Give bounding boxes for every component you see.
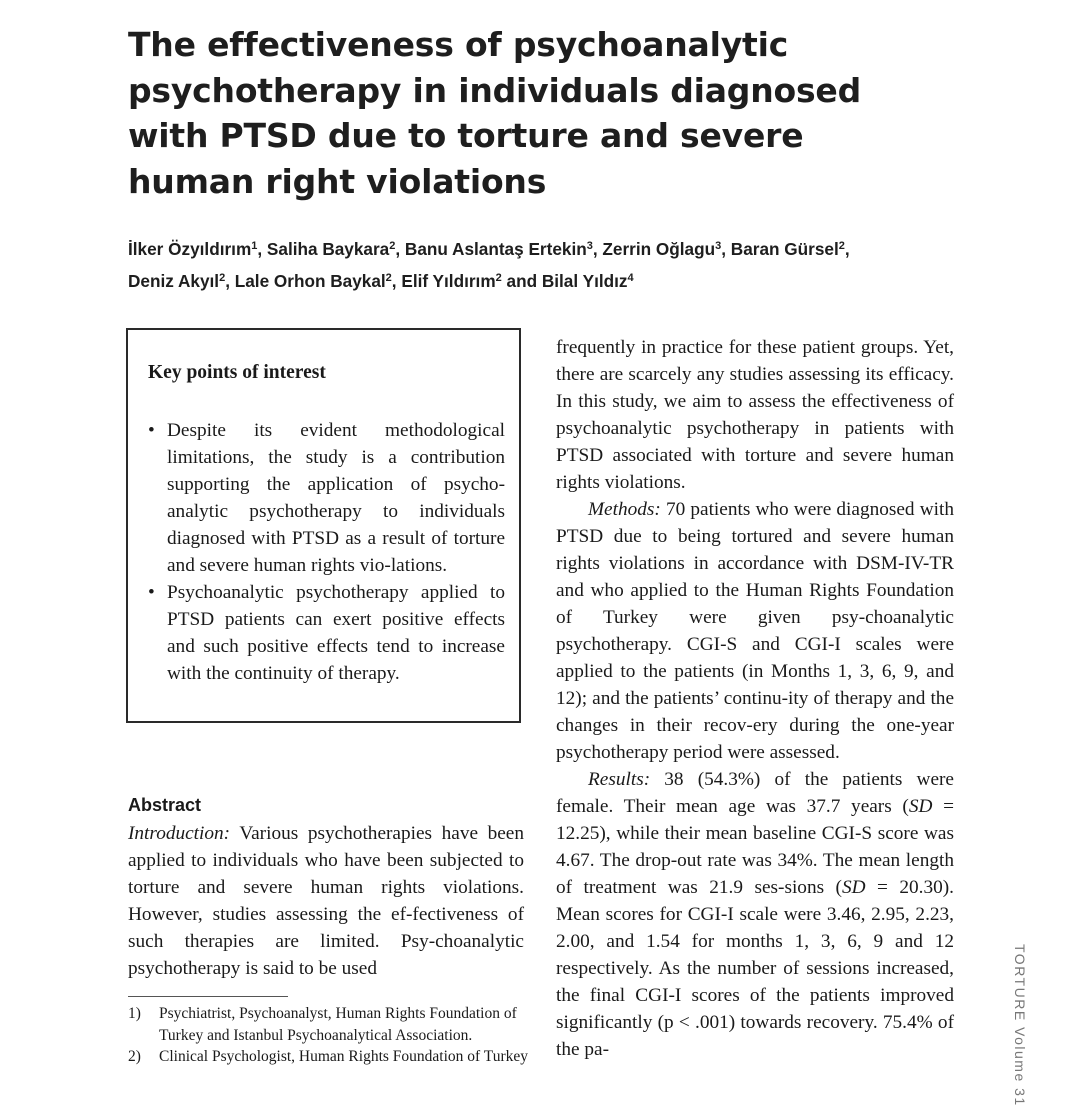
- introduction-label: Introduction:: [128, 823, 231, 844]
- footnote-text: Clinical Psychologist, Human Rights Foundation of Turkey: [159, 1048, 529, 1065]
- author-separator: ,: [257, 239, 267, 259]
- journal-side-label: TORTURE Volume 31: [1012, 944, 1028, 1107]
- author-affiliation-number: 2: [219, 272, 226, 284]
- author-affiliation-number: 4: [627, 272, 634, 284]
- author-separator: ,: [391, 271, 402, 291]
- sd-symbol: SD: [908, 796, 933, 817]
- key-points-list: [148, 417, 505, 687]
- results-text: 38 (54.3%) of the patients were female. Their mean age was 37.7 years (: [556, 769, 954, 817]
- author-name: Elif Yıldırım: [401, 271, 496, 291]
- author-name: Banu Aslantaş Ertekin: [404, 239, 587, 259]
- abstract-heading: Abstract: [128, 795, 202, 815]
- key-point-text: Despite its evident methodological limitations, the study is a contribution supporting the application of psycho-analytic psychotherapy to individuals diagnosed with PTSD as a result of torture and severe human rights vio-lations.: [167, 420, 505, 576]
- author-affiliation-number: 1: [251, 240, 258, 252]
- abstract-right-column: [556, 334, 954, 1063]
- author-separator: ,: [395, 239, 405, 259]
- author-name: Bilal Yıldız: [541, 271, 628, 291]
- footnote: [128, 1046, 528, 1068]
- footnote-divider: [128, 996, 288, 997]
- key-points-heading: Key points of interest: [148, 362, 326, 383]
- abstract-introduction: [128, 820, 524, 982]
- abstract-results: [556, 766, 954, 1063]
- author-name: Deniz Akyıl: [128, 271, 220, 291]
- author-affiliation-number: 2: [389, 240, 396, 252]
- footnote-number: 2): [128, 1048, 141, 1065]
- author-name: Lale Orhon Baykal: [234, 271, 386, 291]
- author-separator: ,: [844, 239, 850, 259]
- title-line: with PTSD due to torture and severe: [128, 116, 804, 155]
- author-name: Baran Gürsel: [730, 239, 839, 259]
- bullet-icon: •: [148, 420, 155, 441]
- footnote-number: 1): [128, 1005, 141, 1022]
- title-line: The effectiveness of psychoanalytic: [128, 25, 789, 64]
- author-affiliation-number: 2: [495, 272, 502, 284]
- results-label: Results:: [588, 769, 651, 790]
- author-name: Zerrin Oğlagu: [602, 239, 716, 259]
- introduction-continued: frequently in practice for these patient groups. Yet, there are scarcely any studies assessing its efficacy. In this study, we aim to assess the effectiveness of psychoanalytic psychotherapy in patients with PTSD associated with torture and severe human rights violations.: [556, 337, 954, 493]
- bullet-icon: •: [148, 582, 155, 603]
- author-list: [128, 233, 1028, 297]
- footnote-text: Psychiatrist, Psychoanalyst, Human Rights Foundation of Turkey and Istanbul Psychoanalytical Association.: [159, 1005, 517, 1044]
- author-line-2: [128, 265, 1028, 297]
- introduction-text: Various psychotherapies have been applied to individuals who have been subjected to torture and severe human rights violations. However, studies assessing the ef-fectiveness of such therapies are limited. Psy-choanalytic psychotherapy is said to be used: [128, 823, 524, 979]
- results-text: = 12.25), while their mean baseline CGI-S score was 4.67. The drop-out rate was 34%. The mean length of treatment was 21.9 ses-sions (: [556, 796, 954, 898]
- methods-text: 70 patients who were diagnosed with PTSD due to being tortured and severe human rights violations in accordance with DSM-IV-TR and who applied to the Human Rights Foundation of Turkey were given psy-choanalytic psychotherapy. CGI-S and CGI-I scales were applied to the patients (in Months 1, 3, 6, 9, and 12); and the patients’ continu-ity of therapy and the changes in their recov-ery during the one-year psychotherapy period were assessed.: [556, 499, 954, 763]
- results-text: = 20.30). Mean scores for CGI-I scale were 3.46, 2.95, 2.23, 2.00, and 1.54 for months 1, 3, 6, 9 and 12 respectively. As the number of sessions increased, the final CGI-I scores of the patients improved significantly (p < .001) towards recovery. 75.4% of the pa-: [556, 877, 954, 1060]
- author-affiliation-number: 2: [838, 240, 845, 252]
- author-separator: ,: [721, 239, 731, 259]
- author-affiliation-number: 3: [586, 240, 593, 252]
- author-name: İlker Özyıldırım: [128, 239, 252, 259]
- author-name: Saliha Baykara: [266, 239, 390, 259]
- abstract-methods: [556, 496, 954, 766]
- author-separator: and: [501, 271, 542, 291]
- footnotes: [128, 1003, 528, 1068]
- title-line: psychotherapy in individuals diagnosed: [128, 70, 862, 110]
- key-point-item: [148, 579, 505, 687]
- methods-label: Methods:: [588, 499, 661, 520]
- article-title: [128, 22, 1028, 204]
- key-point-item: [148, 417, 505, 579]
- author-affiliation-number: 2: [385, 272, 392, 284]
- author-separator: ,: [225, 271, 235, 291]
- key-point-text: Psychoanalytic psychotherapy applied to PTSD patients can exert positive effects and such positive effects tend to increase with the continuity of therapy.: [167, 582, 505, 684]
- sd-symbol: SD: [841, 877, 866, 898]
- footnote: [128, 1003, 528, 1046]
- author-separator: ,: [592, 239, 603, 259]
- key-points-box: [126, 328, 521, 723]
- author-affiliation-number: 3: [715, 240, 722, 252]
- title-line: human right violations: [128, 161, 547, 201]
- author-line-1: [128, 233, 1028, 265]
